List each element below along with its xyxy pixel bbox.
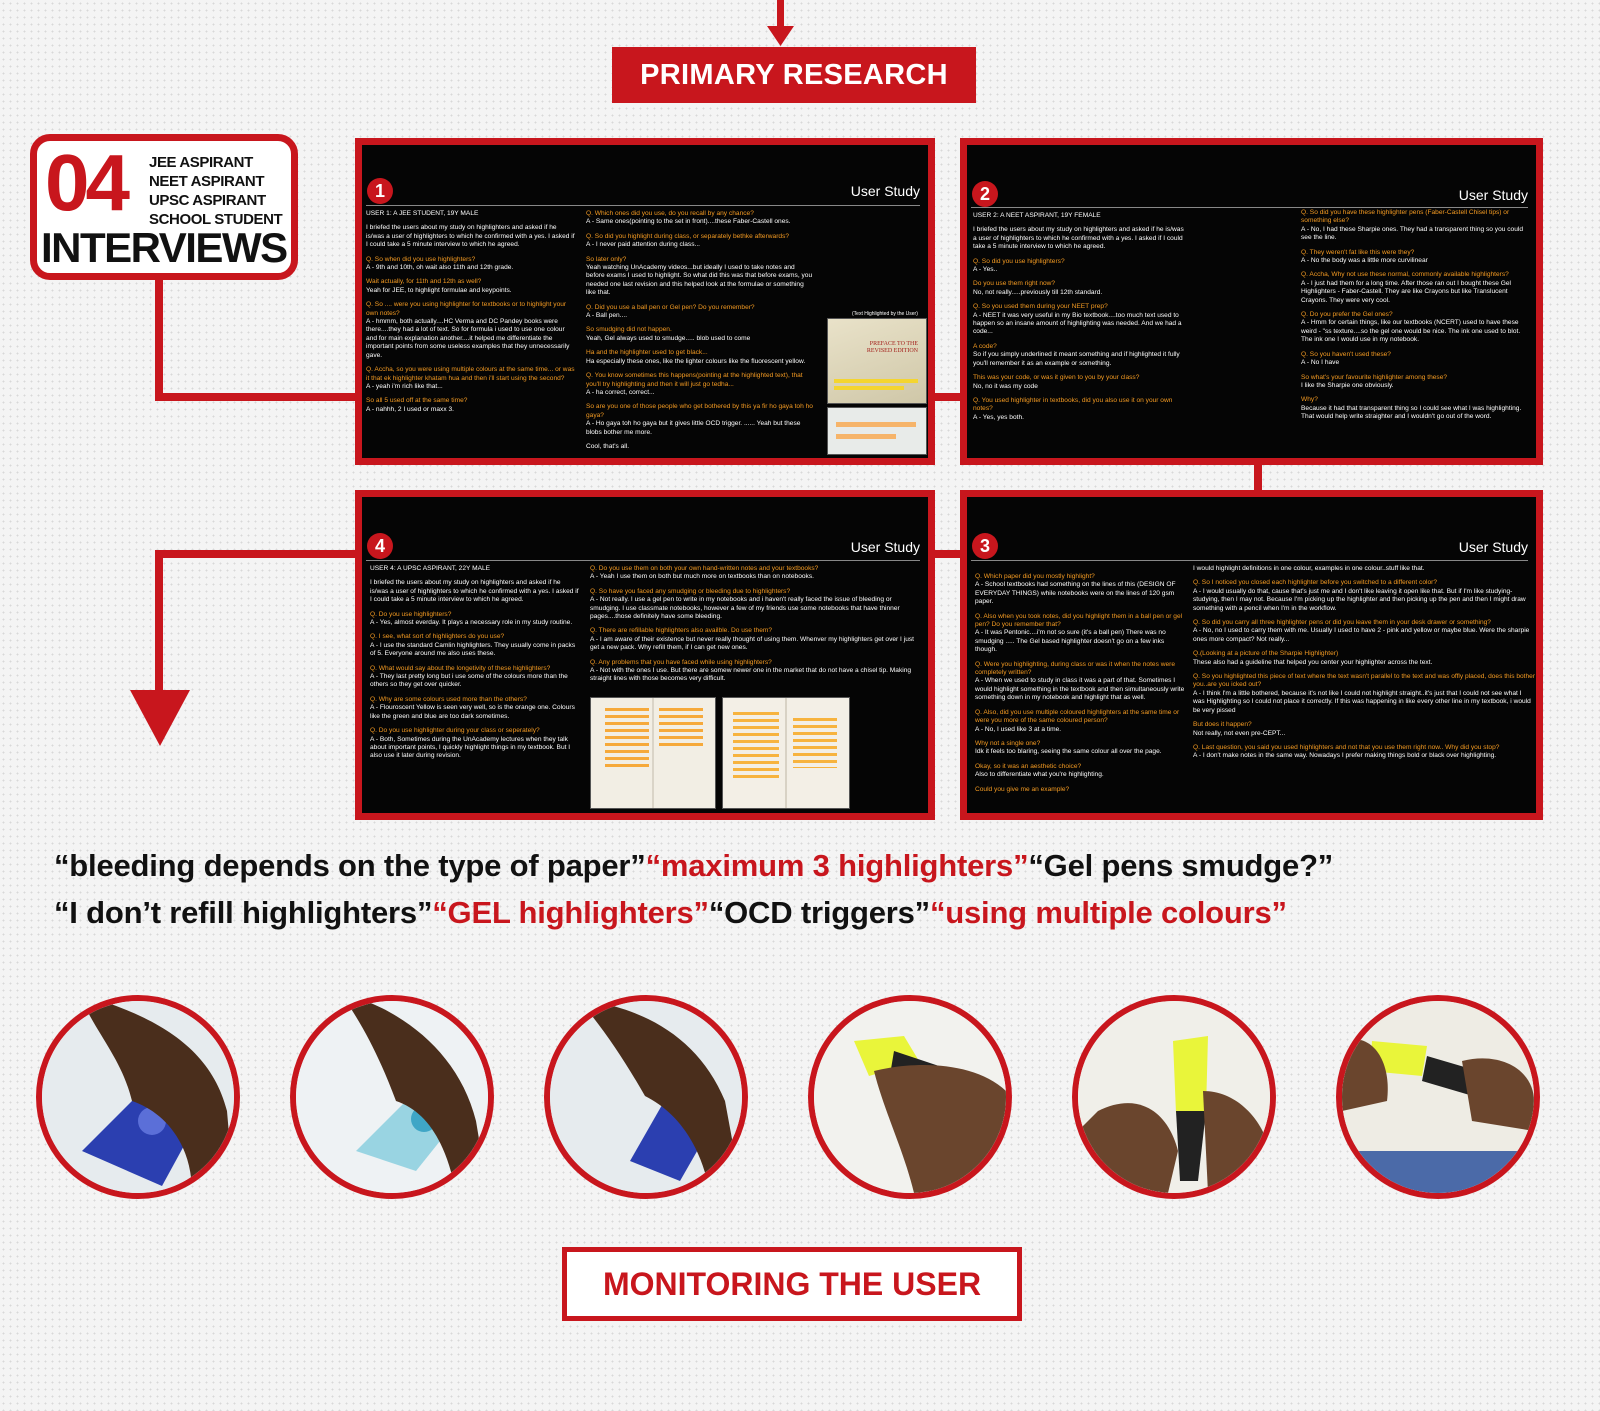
answer-text: A - Ho gaya toh ho gaya but it gives little OCD trigger. ...... Yeah but these blobs bother me more. [586, 420, 801, 436]
connector-4-left [155, 550, 355, 558]
answer-text: Because it had that transparent thing so I could see what I was highlighting. That would help write straighter and I wouldn't go out of the word. [1301, 404, 1522, 421]
answer-text: A - I use the standard Camlin highlighters. They usually come in packs of 5. Everyone around me also uses these. [370, 641, 576, 658]
question-text: Q. Also when you took notes, did you highlight them in a ball pen or gel pen? Do you remember that? [975, 612, 1183, 629]
answer-text: Ha especially these ones, like the lighter colours like the fluorescent yellow. [586, 357, 806, 365]
role-label: SCHOOL STUDENT [149, 211, 283, 228]
answer-text: A - No, no I used to carry them with me. Usually I used to have 2 - pink and yellow or maybe blue. Were the sharpie ones more compact? Not really... [1193, 627, 1530, 643]
qa-item [973, 374, 1187, 391]
qa-item [1193, 650, 1535, 667]
qa-item [366, 278, 576, 295]
qa-item [590, 659, 920, 684]
interview-count: 04 [45, 138, 126, 227]
answer-text: A - Flouroscent Yellow is seen very well, so is the orange one. Colours like the green and blue are too dark sometimes. [370, 704, 575, 720]
question-text: Q. So you used them during your NEET prep? [973, 303, 1108, 311]
highlight-mark [836, 422, 916, 427]
answer-text: A - hmmm, both actually....HC Verma and DC Pandey books were there....they had a lot of text. So for formula i used to use one colour and for main explanation another....it helped me differentiate the important points from some useless examples that they unnecessarily gave. [366, 318, 570, 359]
qa-item [1193, 721, 1535, 738]
answer-text: A - 9th and 10th, oh wait also 11th and 12th grade. [366, 264, 514, 272]
hand-with-yellow-highlighter-icon [814, 1001, 1006, 1193]
question-text: So what's your favourite highlighter among these? [1301, 373, 1448, 381]
hand-with-blue-correction-tape-icon [550, 1001, 742, 1193]
quote: “OCD triggers” [708, 895, 930, 930]
qa-item [586, 233, 814, 250]
answer-text: A - I would usually do that, cause that's just me and I don't like leaving it open like that. But if I'm like studying-studying, then I may not. Because I'm picking up the highlighter and then picking up the pen and then I might draw something with a pencil when I'm in the workflow. [1193, 587, 1526, 612]
answer-text: A - I never paid attention during class... [586, 241, 700, 249]
answer-text: A - No I have [1301, 359, 1340, 367]
answer-text: A - They last pretty long but i use some of the colours more than the others so they get over quicker. [370, 673, 568, 689]
panel-title: User Study [1458, 539, 1528, 555]
book-heading: PREFACE TO THE REVISED EDITION [866, 341, 918, 354]
photo-caption: (Text Highlighted by the User) [852, 311, 918, 317]
interviews-badge [30, 134, 298, 280]
question-text: Q. Did you use a ball pen or Gel pen? Do you remember? [586, 303, 755, 311]
qa-item [975, 613, 1185, 655]
answer-text: A - nahhh, 2 I used or maxx 3. [366, 405, 454, 413]
connector-badge-down [155, 278, 163, 399]
quote: “bleeding depends on the type of paper” [54, 848, 646, 883]
interview-column [973, 212, 1187, 428]
answer-text: A - School textbooks had something on the lines of this (DESIGN OF EVERYDAY THINGS) while notebooks were on the lines of 120 gsm paper. [975, 581, 1176, 606]
highlight-mark [834, 379, 918, 383]
question-text: Why? [1301, 396, 1318, 404]
qa-item [1301, 271, 1533, 305]
user-label: USER 4: A UPSC ASPIRANT, 22Y MALE [370, 565, 491, 572]
qa-item [1193, 579, 1535, 613]
qa-item [1193, 565, 1535, 573]
interview-column [975, 573, 1185, 800]
panel-title: User Study [850, 183, 920, 199]
panel-number: 1 [367, 178, 393, 204]
qa-item [586, 210, 814, 227]
open-textbook-photo [590, 697, 716, 809]
question-text: A code? [973, 342, 997, 350]
question-text: Q. You used highlighter in textbooks, did you also use it on your own notes? [973, 396, 1173, 413]
highlight-mark [659, 708, 703, 748]
answer-text: Not really, not even pre-CEPT... [1193, 729, 1286, 737]
answer-text: A - Yes.. [973, 266, 998, 274]
question-text: Q. So did you use highlighters? [973, 257, 1065, 265]
quote: “I don’t refill highlighters” [54, 895, 433, 930]
observation-photo [1336, 995, 1540, 1199]
answer-text: A - yeah i'm rich like that... [366, 382, 443, 390]
answer-text: So if you simply underlined it meant something and if highlighted it fully you'll remember it as an example or something. [973, 351, 1180, 367]
question-text: So are you one of those people who get bothered by this ya fir ho gaya toh ho gaya? [586, 403, 813, 419]
arrow-down-icon [130, 690, 190, 746]
role-label: UPSC ASPIRANT [149, 192, 266, 209]
panel-title: User Study [1458, 187, 1528, 203]
question-text: Q. There are refillable highlighters also availble. Do use them? [590, 627, 773, 635]
qa-item [366, 366, 576, 391]
question-text: Q. So did you have these highlighter pens (Faber-Castell Chisel tips) or something else? [1301, 209, 1510, 225]
answer-text: A - No the body was a little more curvilinear [1301, 257, 1428, 265]
qa-item [1301, 249, 1533, 266]
interview-column [1301, 209, 1533, 428]
qa-item [366, 301, 576, 360]
answer-text: A - No, I used like 3 at a time. [975, 725, 1062, 733]
answer-text: A - NEET it was very useful in my Bio textbook....too much text used to happen so an insane amount of highlighting was needed. And we had a code... [973, 311, 1182, 336]
qa-item [590, 627, 920, 652]
qa-item [975, 573, 1185, 607]
question-text: Q. Which ones did you use, do you recall by any chance? [586, 210, 754, 217]
highlighted-page-photo [827, 407, 927, 455]
hand-with-clear-correction-tape-icon [296, 1001, 488, 1193]
highlight-mark [834, 386, 904, 390]
qa-item [370, 611, 580, 628]
qa-item [586, 403, 814, 437]
question-text: So smudging did not happen. [586, 326, 672, 334]
user-label: USER 1: A JEE STUDENT, 19Y MALE [366, 210, 479, 217]
question-text: Q. Accha, so you were using multiple colours at the same time... or was it that ek highlighter khatam hua and then i'll start using the second? [366, 366, 575, 382]
answer-text: A - It was Pentonic....i'm not so sure (it's a ball pen) There was no smudging ..... The Gel based highlighter doesn't go on a few inks though. [975, 629, 1166, 654]
question-text: Q. They weren't fat like this were they? [1301, 248, 1415, 256]
panel-title: User Study [850, 539, 920, 555]
question-text: Wait actually, for 11th and 12th as well? [366, 278, 482, 286]
question-text: Q. I see, what sort of highlighters do you use? [370, 633, 505, 641]
quote-highlight: “GEL highlighters” [432, 895, 709, 930]
answer-text: A - Ball pen.... [586, 312, 628, 320]
answer-text: A - I think I'm a little bothered, because it's not like I could not highlight straight..it's just that I could not see what I was Highlighting so I could not place it correctly. If this was happening in like every other line in my textbook, i would be very pissed [1193, 689, 1531, 714]
highlight-mark [836, 434, 896, 439]
qa-item [370, 696, 580, 721]
qa-item [1301, 374, 1533, 391]
question-text: But does it happen? [1193, 721, 1252, 729]
qa-item [975, 709, 1185, 734]
qa-item [1193, 744, 1535, 761]
answer-text: A - I am aware of their existence but never really thought of using them. Whenver my highlighters get over I just get a new pack. Why refill them, if I can get new ones. [590, 635, 914, 652]
interview-column [586, 210, 814, 457]
question-text: This was your code, or was it given to you by your class? [973, 374, 1140, 382]
qa-item [586, 443, 814, 451]
answer-text: A - I don't make notes in the same way. Nowadays I prefer making things bold or black over highlighting. [1193, 752, 1497, 760]
role-label: NEET ASPIRANT [149, 173, 265, 190]
answer-text: I like the Sharpie one obviously. [1301, 381, 1394, 389]
qa-item [1193, 673, 1535, 715]
question-text: Do you use them right now? [973, 280, 1056, 288]
question-text: Q. Do you use them on both your own hand-written notes and your textbooks? [590, 565, 819, 572]
intro-text: I briefed the users about my study on highlighters and asked if he is/was a user of highlighters to which he confirmed with a yes. I asked if I could take a 5 minute interview to which he agreed. [370, 579, 579, 604]
divider [971, 207, 1528, 208]
answer-text: A - When we used to study in class it was a part of that. Sometimes I would highlight something in the textbook and then simultaneously write something down in my notebook and highlight that as well. [975, 677, 1185, 702]
question-text: Q. Accha, Why not use these normal, commonly available highlighters? [1301, 271, 1509, 279]
answer-text: Yeah watching UnAcademy videos...but ideally I used to take notes and before exams I used to highlight. So what did this was that before exams, you needed one last revision and this helped look at the formulae or something like that. [586, 264, 813, 297]
qa-item [975, 786, 1185, 794]
answer-text: I would highlight definitions in one colour, examples in one colour..stuff like that. [1193, 565, 1425, 572]
answer-text: A - No, I had these Sharpie ones. They had a transparent thing so you could see the line. [1301, 225, 1524, 242]
question-text: Okay, so it was an aesthetic choice? [975, 762, 1082, 770]
question-text: Q. So you haven't used these? [1301, 350, 1391, 358]
question-text: Q. Do you prefer the Gel ones? [1301, 311, 1393, 319]
answer-text: Yeah, Gel always used to smudge..... blob used to come [586, 334, 751, 342]
answer-text: These also had a guideline that helped you center your highlighter across the text. [1193, 658, 1433, 666]
quote-highlight: “maximum 3 highlighters” [645, 848, 1029, 883]
highlight-mark [605, 708, 649, 768]
qa-item [973, 258, 1187, 275]
connector-4-down [155, 550, 163, 700]
question-text: Q. So .... were you using highlighter for textbooks or to highlight your own notes? [366, 301, 567, 317]
qa-item [973, 303, 1187, 337]
highlighted-book-photo [827, 318, 927, 404]
badge-title: INTERVIEWS [41, 224, 287, 271]
qa-item [1301, 311, 1533, 345]
qa-item [973, 280, 1187, 297]
qa-item [975, 740, 1185, 757]
observation-photo [544, 995, 748, 1199]
arrow-down-icon [767, 26, 794, 46]
connector-badge-right [155, 393, 355, 401]
qa-item [370, 727, 580, 761]
quote: “Gel pens smudge?” [1028, 848, 1334, 883]
question-text: Q. Also, did you use multiple coloured highlighters at the same time or were you more of the same coloured person? [975, 708, 1180, 725]
answer-text: A - Yes, yes both. [973, 413, 1024, 421]
section-title-monitoring: MONITORING THE USER [562, 1247, 1022, 1321]
question-text: Q.(Looking at a picture of the Sharpie Highlighter) [1193, 650, 1339, 658]
question-text: Q. So have you faced any smudging or bleeding due to highlighters? [590, 587, 791, 595]
hand-with-blue-correction-tape-icon [42, 1001, 234, 1193]
qa-item [1193, 619, 1535, 644]
answer-text: A - I just had them for a long time. After those ran out I bought these Gel Highlighters - Faber-Castell. They are like Crayons but like Translucent Crayons. They were very cool. [1301, 279, 1512, 304]
divider [366, 205, 920, 206]
user-study-panel-3 [960, 490, 1543, 820]
answer-text: No, no it was my code [973, 382, 1038, 390]
highlight-mark [793, 718, 837, 768]
question-text: So all 5 used off at the same time? [366, 397, 468, 405]
answer-text: Idk it feels too blaring, seeing the same colour all over the page. [975, 748, 1162, 756]
qa-item [1301, 396, 1533, 421]
hand-with-yellow-highlighter-icon [1078, 1001, 1270, 1193]
answer-text: A - Not really. I use a gel pen to write in my notebooks and i haven't really faced the issue of bleeding or smudging. I use classmate notebooks, however a few of my friends use some notebooks that have thinner pages....those definitely have some bleeding. [590, 596, 900, 621]
user-study-panel-4 [355, 490, 935, 820]
question-text: Q. Do you use highlighter during your class or seperately? [370, 727, 540, 735]
qa-item [590, 588, 920, 622]
question-text: Q. You know sometimes this happens(pointing at the highlighted text), that you'll try highlighting and then it will just go tedha... [586, 372, 803, 388]
observation-photo [1072, 995, 1276, 1199]
question-text: Q. What would say about the longetivity of these highlighters? [370, 664, 551, 672]
answer-text: A - Both, Sometimes during the UnAcademy lectures when they talk about important points, I quickly highlight things in my textbook. But I also use it later during revision. [370, 735, 571, 760]
qa-item [586, 256, 814, 298]
user-study-panel-2 [960, 138, 1543, 465]
question-text: Q. Were you highlighting, during class or was it when the notes were completely written? [975, 660, 1175, 677]
qa-item [1301, 351, 1533, 368]
open-textbook-photo [722, 697, 850, 809]
user-study-panel-1 [355, 138, 935, 465]
question-text: Q. So when did you use highlighters? [366, 255, 476, 263]
answer-text: Yeah for JEE, to highlight formulae and keypoints. [366, 286, 512, 294]
question-text: Q. Do you use highlighters? [370, 610, 452, 618]
quote-highlight: “using multiple colours” [929, 895, 1287, 930]
question-text: Q. So did you carry all three highlighter pens or did you leave them in your desk drawer or something? [1193, 619, 1491, 627]
qa-item [975, 661, 1185, 703]
panel-number: 2 [972, 181, 998, 207]
answer-text: Cool, that's all. [586, 442, 630, 450]
question-text: Could you give me an example? [975, 785, 1070, 793]
intro-text: I briefed the users about my study on highlighters and asked if he is/was a user of highlighters to which he confirmed with a yes. I asked if I could take a 5 minute interview to which he agreed. [973, 226, 1184, 251]
quote-line-2 [54, 895, 1287, 931]
interview-column [366, 210, 576, 420]
qa-item [586, 326, 814, 343]
answer-text: A - Yeah I use them on both but much more on textbooks than on notebooks. [590, 573, 814, 581]
qa-item [590, 565, 920, 582]
divider [366, 560, 920, 561]
answer-text: No, not really.....previously till 12th standard. [973, 288, 1103, 296]
answer-text: A - Hmm for certain things, like our textbooks (NCERT) used to have these weird - "ss texture....so the gel one would be nice. The ink one used to blot. The ink one I would use in my notebook. [1301, 319, 1521, 344]
qa-item [975, 763, 1185, 780]
quote-line-1 [54, 848, 1333, 884]
question-text: Q. Which paper did you mostly highlight? [975, 573, 1095, 580]
question-text: Q. So you highlighted this piece of text where the text wasn't parallel to the text and was offly placed, does this bother you..are you icked out? [1193, 673, 1536, 689]
question-text: Ha and the highlighter used to get black... [586, 349, 708, 357]
question-text: Q. Why are some colours used more than the others? [370, 695, 527, 703]
question-text: So later only? [586, 255, 627, 263]
interviewee-roles [149, 153, 282, 229]
highlight-mark [733, 712, 779, 782]
question-text: Why not a single one? [975, 739, 1041, 747]
qa-item [586, 349, 814, 366]
answer-text: A - Not with the ones I use. But there are somew newer one in the market that do not have a chisel tip. Making straight lines with those becomes very difficult. [590, 667, 912, 683]
observation-photo [290, 995, 494, 1199]
qa-item [586, 304, 814, 321]
page-title: PRIMARY RESEARCH [612, 47, 976, 103]
user-label: USER 2: A NEET ASPIRANT, 19Y FEMALE [973, 212, 1101, 219]
panel-number: 4 [367, 533, 393, 559]
answer-text: A - Yes, almost everday. It plays a necessary role in my study routine. [370, 619, 573, 627]
qa-item [586, 372, 814, 397]
qa-item [1301, 209, 1533, 243]
observation-photo [808, 995, 1012, 1199]
hand-with-yellow-highlighter-icon [1342, 1001, 1534, 1193]
qa-item [973, 343, 1187, 368]
answer-text: A - Same ones(pointing to the set in front)....these Faber-Castell ones. [586, 218, 791, 226]
qa-item [370, 633, 580, 658]
observation-photo [36, 995, 240, 1199]
interview-column [590, 565, 920, 690]
qa-item [366, 256, 576, 273]
answer-text: A - ha correct, correct... [586, 388, 655, 396]
interview-column [370, 565, 580, 767]
answer-text: Also to differentiate what you're highlighting. [975, 771, 1104, 779]
divider [971, 560, 1528, 561]
question-text: Q. So I noticed you closed each highlighter before you switched to a different color? [1193, 579, 1437, 587]
question-text: Q. So did you highlight during class, or separately bethke afterwards? [586, 232, 790, 240]
question-text: Q. Any problems that you have faced while using highlighters? [590, 658, 772, 666]
qa-item [973, 397, 1187, 422]
intro-text: I briefed the users about my study on highlighters and asked if he is/was a user of highlighters to which he confirmed with a yes. I asked if I could take a 5 minute interview to which he agreed. [366, 224, 575, 249]
qa-item [370, 665, 580, 690]
interview-column [1193, 565, 1535, 767]
question-text: Q. Last question, you said you used highlighters and not that you use them right now.. Why did you stop? [1193, 743, 1500, 751]
panel-number: 3 [972, 533, 998, 559]
qa-item [366, 397, 576, 414]
role-label: JEE ASPIRANT [149, 154, 253, 171]
